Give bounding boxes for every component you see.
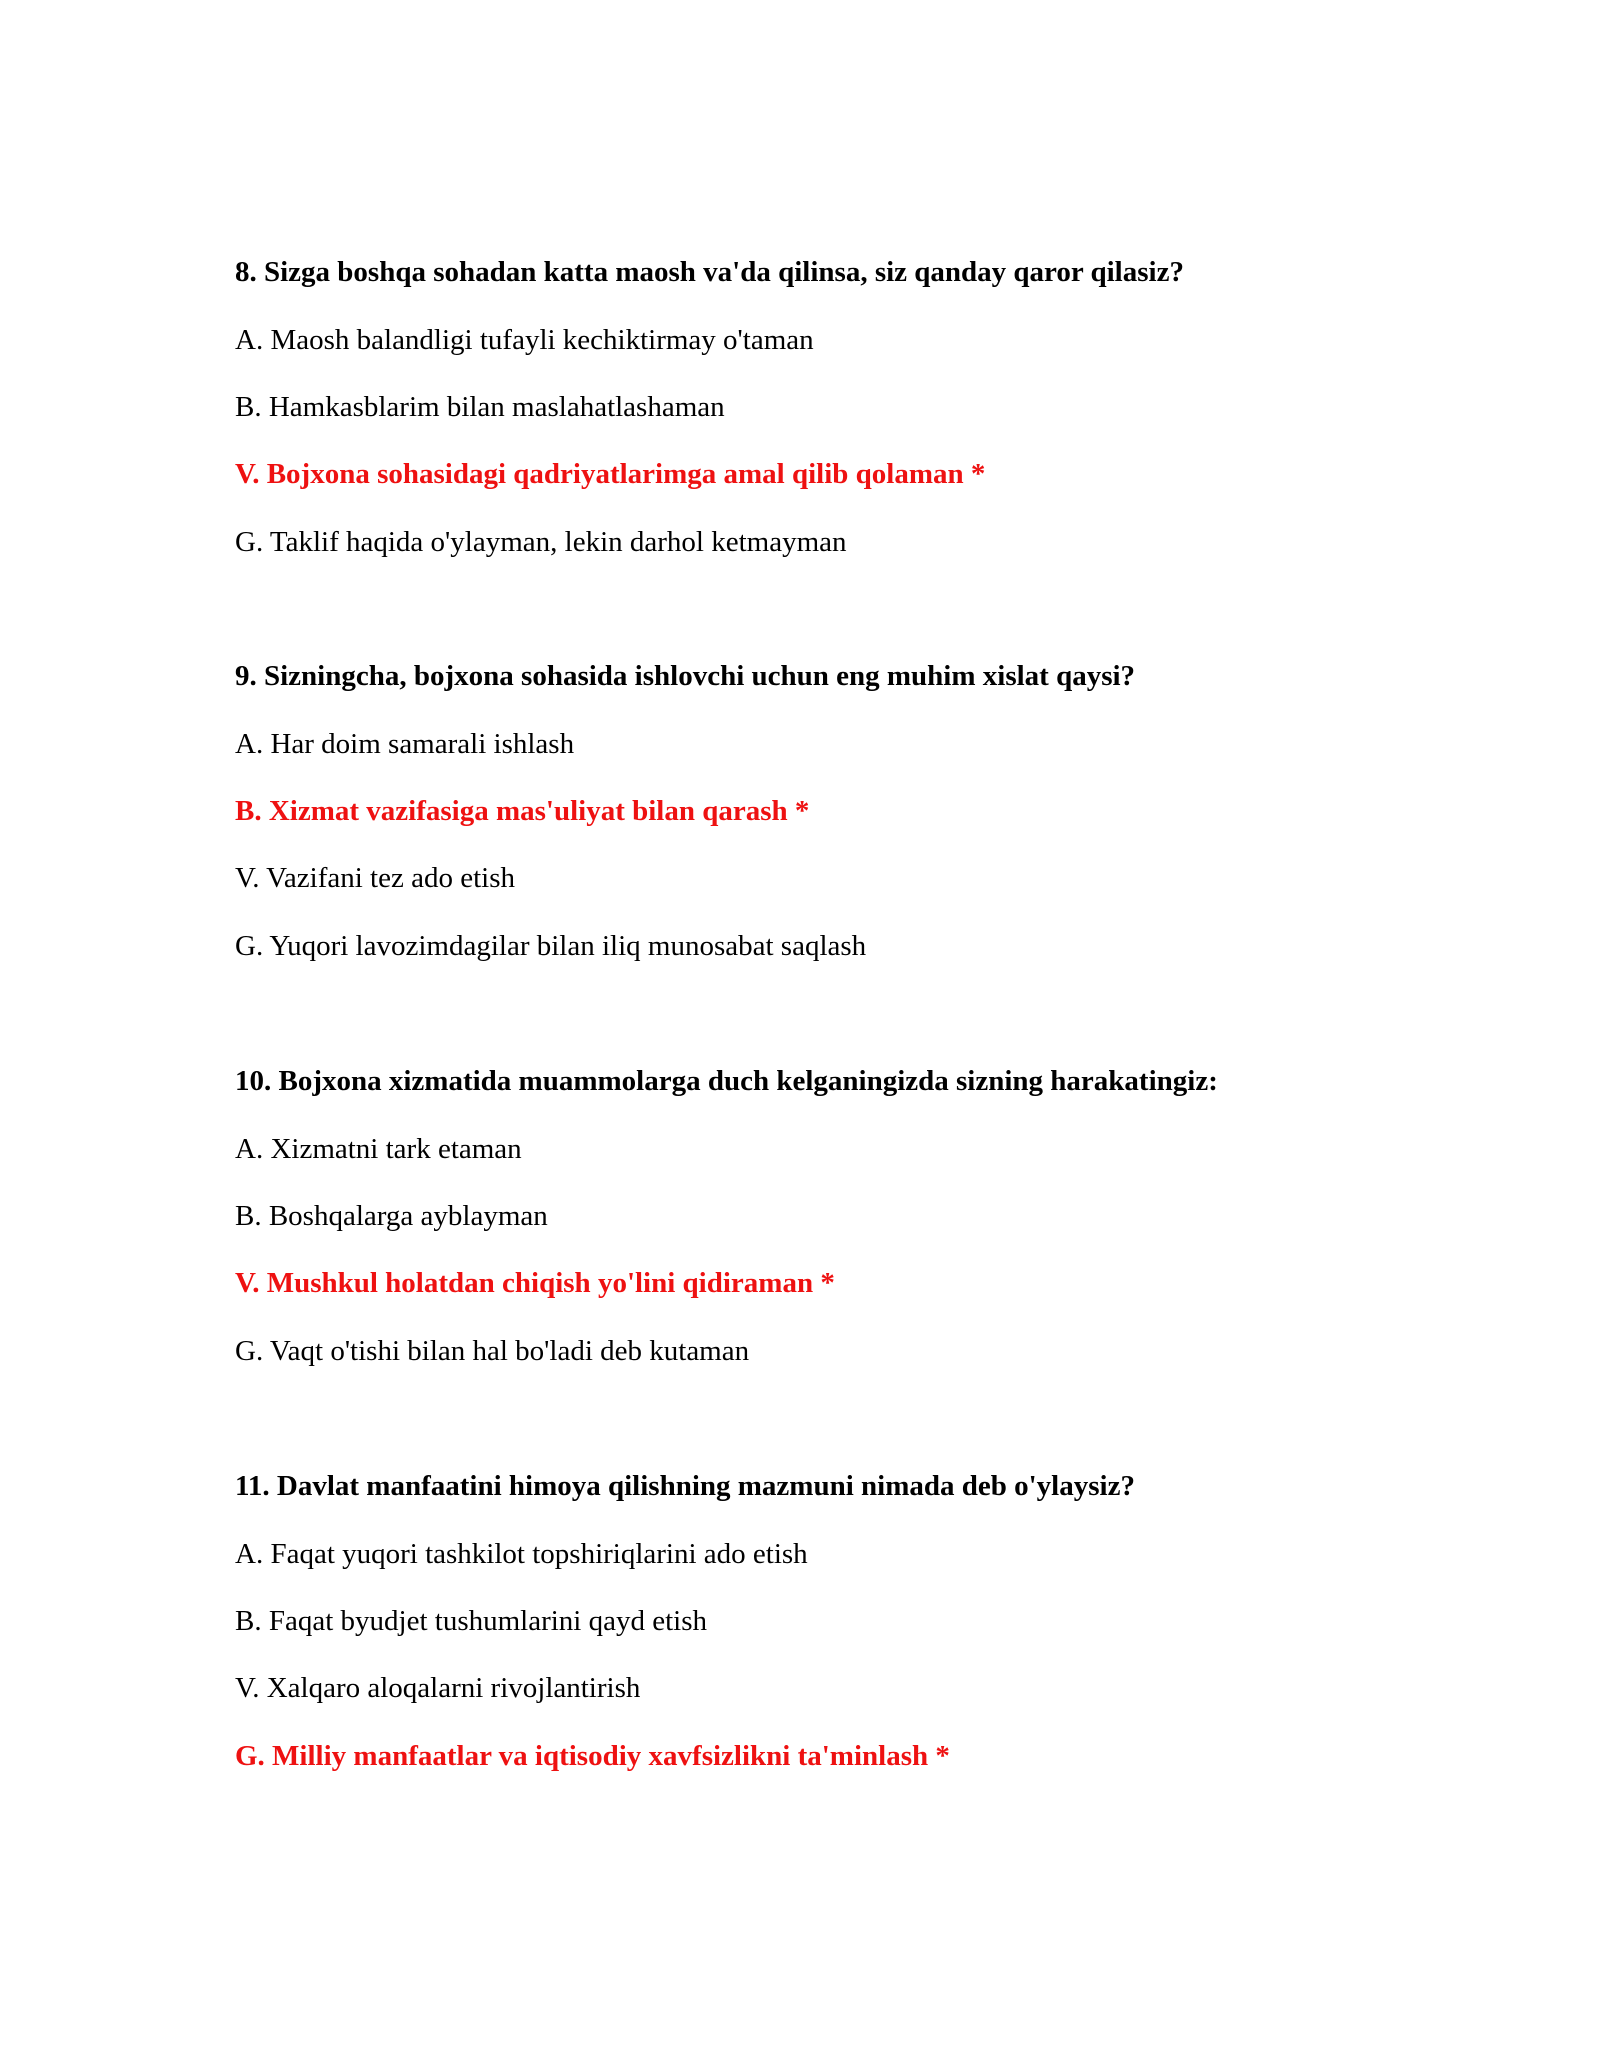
option-g: G. Taklif haqida o'ylayman, lekin darhol ketmayman [235,526,847,558]
question-text: 11. Davlat manfaatini himoya qilishning mazmuni nimada deb o'ylaysiz? [235,1470,1135,1502]
question-text: 10. Bojxona xizmatida muammolarga duch kelganingizda sizning harakatingiz: [235,1065,1218,1097]
option-v: V. Vazifani tez ado etish [235,862,515,894]
option-b: B. Faqat byudjet tushumlarini qayd etish [235,1605,708,1637]
option-g-correct: G. Milliy manfaatlar va iqtisodiy xavfsizlikni ta'minlash * [235,1740,950,1772]
option-g: G. Yuqori lavozimdagilar bilan iliq munosabat saqlash [235,930,867,962]
option-v: V. Xalqaro aloqalarni rivojlantirish [235,1672,641,1704]
question-text: 8. Sizga boshqa sohadan katta maosh va'da qilinsa, siz qanday qaror qilasiz? [235,256,1184,288]
option-b: B. Boshqalarga ayblayman [235,1200,548,1232]
option-a: A. Faqat yuqori tashkilot topshiriqlarini ado etish [235,1538,808,1570]
option-a: A. Maosh balandligi tufayli kechiktirmay o'taman [235,324,814,356]
option-a: A. Har doim samarali ishlash [235,728,575,760]
option-g: G. Vaqt o'tishi bilan hal bo'ladi deb kutaman [235,1335,750,1367]
option-b-correct: B. Xizmat vazifasiga mas'uliyat bilan qarash * [235,795,810,827]
question-text: 9. Sizningcha, bojxona sohasida ishlovchi uchun eng muhim xislat qaysi? [235,660,1136,692]
option-a: A. Xizmatni tark etaman [235,1133,522,1165]
option-v-correct: V. Bojxona sohasidagi qadriyatlarimga amal qilib qolaman * [235,458,986,490]
option-v-correct: V. Mushkul holatdan chiqish yo'lini qidiraman * [235,1267,835,1299]
option-b: B. Hamkasblarim bilan maslahatlashaman [235,391,725,423]
